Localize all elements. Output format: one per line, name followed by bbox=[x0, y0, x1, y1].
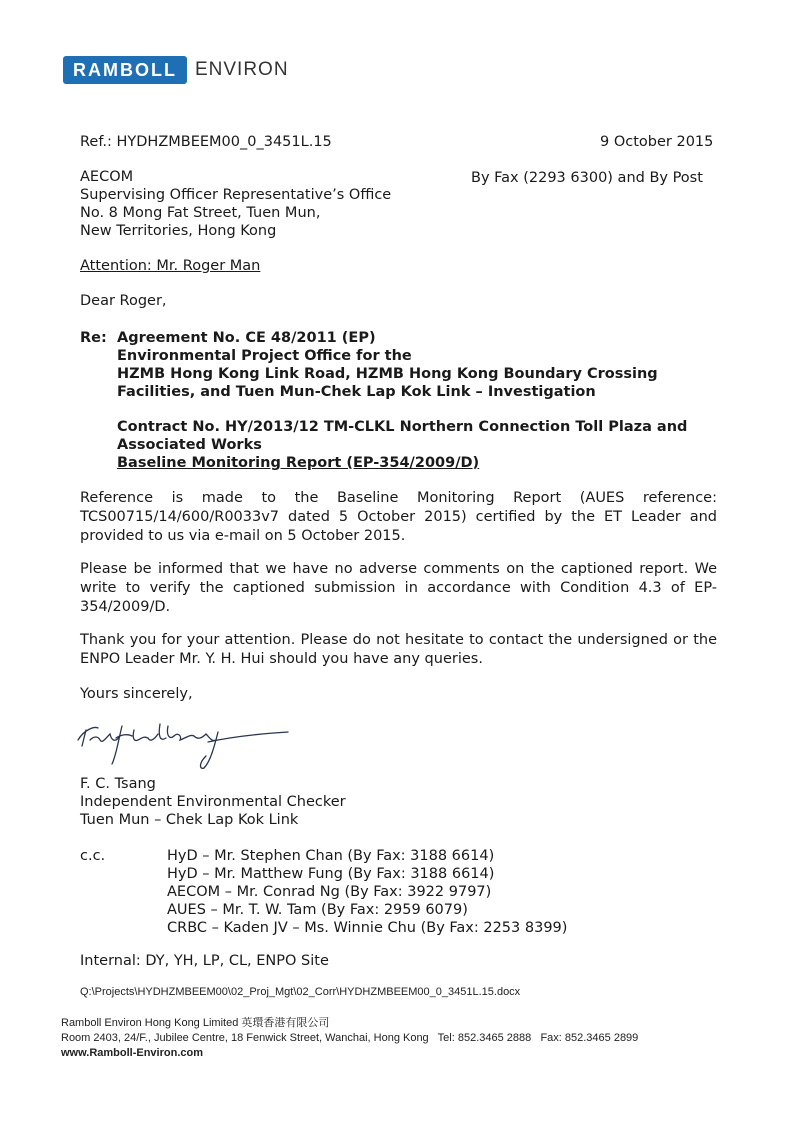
internal-distribution: Internal: DY, YH, LP, CL, ENPO Site bbox=[80, 953, 329, 969]
signatory-title: Independent Environmental Checker bbox=[80, 794, 346, 810]
company-logo bbox=[63, 56, 289, 84]
closing: Yours sincerely, bbox=[80, 686, 193, 702]
recipient-address-line: AECOM bbox=[80, 169, 134, 185]
handwritten-signature bbox=[76, 712, 296, 772]
footer-street-address: Room 2403, 24/F., Jubilee Centre, 18 Fenwick Street, Wanchai, Hong Kong bbox=[61, 1032, 429, 1044]
contract-line: Associated Works bbox=[117, 437, 262, 453]
logo-brand: RAMBOLL bbox=[63, 56, 187, 84]
footer-fax: Fax: 852.3465 2899 bbox=[540, 1032, 639, 1044]
re-label: Re: bbox=[80, 330, 107, 346]
cc-recipient: AUES – Mr. T. W. Tam (By Fax: 2959 6079) bbox=[167, 902, 468, 918]
body-paragraph: Please be informed that we have no adverse comments on the captioned report. We write to verify the captioned submission in accordance with Condition 4.3 of EP-354/2009/D. bbox=[80, 561, 717, 615]
report-title: Baseline Monitoring Report (EP-354/2009/D) bbox=[117, 455, 480, 471]
footer-tel: Tel: 852.3465 2888 bbox=[437, 1032, 532, 1044]
cc-recipient: AECOM – Mr. Conrad Ng (By Fax: 3922 9797) bbox=[167, 884, 492, 900]
subject-line: Environmental Project Office for the bbox=[117, 348, 412, 364]
footer-company: Ramboll Environ Hong Kong Limited 英環香港有限公司 bbox=[61, 1017, 330, 1029]
cc-recipient: HyD – Mr. Stephen Chan (By Fax: 3188 6614) bbox=[167, 848, 495, 864]
footer-address bbox=[61, 1031, 638, 1046]
body-paragraph: Reference is made to the Baseline Monitoring Report (AUES reference: TCS00715/14/600/R0033v7 dated 5 October 2015) certified by the ET Leader and provided to us via e-mail on 5 October 2015. bbox=[80, 490, 717, 544]
subject-line: Agreement No. CE 48/2011 (EP) bbox=[117, 330, 376, 346]
cc-recipient: CRBC – Kaden JV – Ms. Winnie Chu (By Fax: 2253 8399) bbox=[167, 920, 568, 936]
contract-line: Contract No. HY/2013/12 TM-CLKL Northern Connection Toll Plaza and bbox=[117, 419, 688, 435]
logo-suffix: ENVIRON bbox=[194, 59, 289, 80]
signatory-project: Tuen Mun – Chek Lap Kok Link bbox=[80, 812, 299, 828]
recipient-address-line: No. 8 Mong Fat Street, Tuen Mun, bbox=[80, 205, 321, 221]
subject-line: HZMB Hong Kong Link Road, HZMB Hong Kong Boundary Crossing bbox=[117, 366, 658, 382]
file-path: Q:\Projects\HYDHZMBEEM00\02_Proj_Mgt\02_Corr\HYDHZMBEEM00_0_3451L.15.docx bbox=[80, 986, 521, 998]
letter-date: 9 October 2015 bbox=[600, 134, 714, 150]
salutation: Dear Roger, bbox=[80, 293, 167, 309]
cc-recipient: HyD – Mr. Matthew Fung (By Fax: 3188 6614) bbox=[167, 866, 495, 882]
cc-label: c.c. bbox=[80, 848, 106, 864]
attention-line: Attention: Mr. Roger Man bbox=[80, 258, 261, 274]
signatory-name: F. C. Tsang bbox=[80, 776, 156, 792]
subject-line: Facilities, and Tuen Mun-Chek Lap Kok Link – Investigation bbox=[117, 384, 596, 400]
footer-website[interactable]: www.Ramboll-Environ.com bbox=[61, 1047, 203, 1059]
recipient-address-line: Supervising Officer Representative’s Office bbox=[80, 187, 392, 203]
body-paragraph: Thank you for your attention. Please do not hesitate to contact the undersigned or the ENPO Leader Mr. Y. H. Hui should you have any queries. bbox=[80, 632, 717, 667]
reference-number: Ref.: HYDHZMBEEM00_0_3451L.15 bbox=[80, 134, 332, 150]
delivery-method: By Fax (2293 6300) and By Post bbox=[471, 170, 703, 186]
recipient-address-line: New Territories, Hong Kong bbox=[80, 223, 277, 239]
